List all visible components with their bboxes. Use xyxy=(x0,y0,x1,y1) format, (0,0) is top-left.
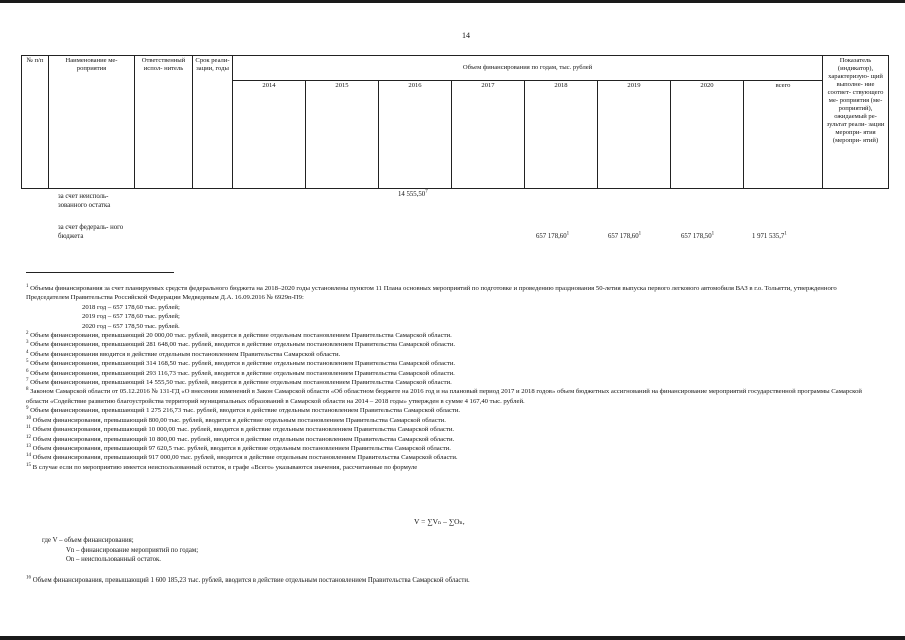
header-year-2015: 2015 xyxy=(306,81,379,189)
footnotes xyxy=(26,284,866,472)
header-year-2017: 2017 xyxy=(452,81,525,189)
footnote-11: $^{11}$ Объем финансирования, превышающий 10 000,00 тыс. рублей, вводится в действие отдельным постановлением Правительства Самарской области. xyxy=(26,424,455,434)
header-indicator: Показатель (индикатор), характеризую- щий выполне- ние соответ- ствующего ме- роприятия (ме- роприятий), ожидаемый ре- зультат реали- зации меропри- ятия (меропри- ятий) xyxy=(823,56,889,189)
formula-legend-vn: Vn – финансирование мероприятий по годам; xyxy=(66,546,199,554)
footnote-6: $^6$ Объем финансирования, превышающий 293 116,73 тыс. рублей, вводится в действие отдельным постановлением Правительства Самарской области. xyxy=(26,368,455,377)
footnote-1-line-2019: 2019 год – 657 178,60 тыс. рублей; xyxy=(82,313,180,321)
header-year-2018: 2018 xyxy=(525,81,598,189)
footnote-16: $^{16}$ Объем финансирования, превышающий 1 600 185,23 тыс. рублей, вводится в действие отдельным постановлением Правительства Самарской области. xyxy=(26,575,470,584)
row-federal-budget-total: 1 971 535,7$^1$ xyxy=(752,231,787,240)
header-year-2014: 2014 xyxy=(233,81,306,189)
formula-legend xyxy=(42,536,198,565)
header-term: Срок реали- зации, годы xyxy=(193,56,233,189)
financing-table xyxy=(21,55,889,189)
footnote-separator xyxy=(26,272,174,273)
formula-legend-v: где V – объем финансирования; xyxy=(42,537,134,544)
header-total: всего xyxy=(744,81,823,189)
row-federal-budget-2019: 657 178,60$^1$ xyxy=(608,231,642,240)
header-year-2020: 2020 xyxy=(671,81,744,189)
footnote-12: $^{12}$ Объем финансирования, превышающий 10 800,00 тыс. рублей, вводится в действие отдельным постановлением Правительства Самарской области. xyxy=(26,434,455,443)
footnote-15: $^{15}$ В случае если по мероприятию имеется неиспользованный остаток, в графе «Всего» указываются значения, рассчитанные по формуле xyxy=(26,462,418,471)
header-event-name: Наименование ме- роприятия xyxy=(49,56,135,189)
footnote-10: $^{10}$ Объем финансирования, превышающий 800,00 тыс. рублей, вводится в действие отдельным постановлением Правительства Самарской области. xyxy=(26,415,446,424)
header-financing-volume: Объем финансирования по годам, тыс. рублей xyxy=(233,56,823,81)
page-number: 14 xyxy=(462,31,470,40)
bottom-scan-border xyxy=(0,636,905,640)
footnote-7: $^7$ Объем финансирования, превышающий 14 555,50 тыс. рублей, вводится в действие отдельным постановлением Правительства Самарской области. xyxy=(26,377,452,387)
footnote-1-line-2020: 2020 год – 657 178,50 тыс. рублей. xyxy=(82,322,180,330)
footnote-8: $^8$ Законом Самарской области от 05.12.2016 № 131-ГД «О внесении изменений в Закон Самарской области «Об областном бюджете на 2016 год и на плановый период 2017 и 2018 годов» объем бюджетных ассигнований на финансирование мероприятий государственной программы Самарской области «Содействие развитию благоустройства территорий муниципальных образований в Самарской области на 2014 – 2018 годы» утвержден в сумме 4 167,40 тыс. рублей. xyxy=(26,387,863,405)
footnote-13: $^{13}$ Объем финансирования, превышающий 97 620,5 тыс. рублей, вводится в действие отдельным постановлением Правительства Самарской области. xyxy=(26,443,451,452)
footnote-14: $^{14}$ Объем финансирования, превышающий 917 000,00 тыс. рублей, вводится в действие отдельным постановлением Правительства Самарской области. xyxy=(26,453,458,462)
formula: V = ∑Vₙ – ∑Oₙ, xyxy=(414,517,465,526)
footnote-1-line-2018: 2018 год – 657 178,60 тыс. рублей; xyxy=(82,303,180,311)
header-year-2019: 2019 xyxy=(598,81,671,189)
footnote-9: $^9$ Объем финансирования, превышающий 1 275 216,73 тыс. рублей, вводится в действие отдельным постановлением Правительства Самарской области. xyxy=(26,406,461,415)
header-responsible: Ответственный испол- нитель xyxy=(135,56,193,189)
table-header-row xyxy=(22,56,889,81)
row-federal-budget-2018: 657 178,60$^1$ xyxy=(536,231,570,240)
footnote-5: $^5$ Объем финансирования, превышающий 314 168,50 тыс. рублей, вводится в действие отдельным постановлением Правительства Самарской области. xyxy=(26,359,456,368)
header-number: № п/п xyxy=(22,56,49,189)
row-federal-budget-2020: 657 178,50$^1$ xyxy=(681,231,715,240)
row-federal-budget-label: за счет федераль- ного бюджета xyxy=(58,224,124,240)
row-unused-balance-label: за счет неисполь- зованного остатка xyxy=(58,193,111,209)
footnote-3: $^3$ Объем финансирования, превышающий 281 648,00 тыс. рублей, вводится в действие отдельным постановлением Правительства Самарской области. xyxy=(26,340,456,349)
top-scan-border xyxy=(0,0,905,3)
formula-legend-on: On – неиспользованный остаток. xyxy=(66,556,161,563)
footnote-4: $^4$ Объем финансирования вводится в действие отдельным постановлением Правительства Самарской области. xyxy=(26,349,341,358)
row-unused-balance-2016: 14 555,50$^7$ xyxy=(398,189,428,198)
footnote-1: $^1$ Объемы финансирования за счет планируемых средств федерального бюджета на 2018–2020 годы установлены пунктом 11 Плана основных мероприятий по подготовке и проведению празднования 50-летия выпуска первого легкового автомобиля ВАЗ в г.о. Тольятти, утвержденного Председателем Правительства Российской Федерации Медведевым Д.А. 16.09.2016 № 6929п-П9: xyxy=(26,283,837,302)
header-year-2016: 2016 xyxy=(379,81,452,189)
footnote-2: $^2$ Объем финансирования, превышающий 20 000,00 тыс. рублей, вводится в действие отдельным постановлением Правительства Самарской области. xyxy=(26,330,452,340)
